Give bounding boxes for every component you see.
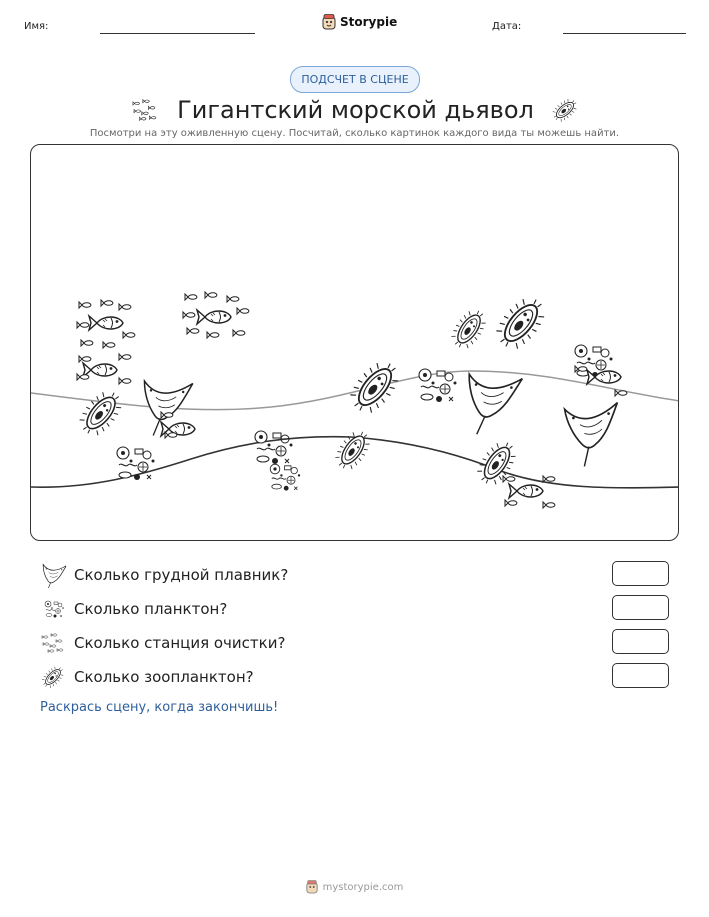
manta-ray-icon: [40, 562, 66, 588]
question-row-manta-ray: [40, 558, 680, 592]
footer: [0, 880, 709, 894]
date-label: Дата:: [492, 21, 522, 32]
cleaning-station-icon: [129, 97, 161, 123]
name-field-line[interactable]: [100, 33, 255, 34]
answer-box-cleaning-station[interactable]: [612, 629, 669, 654]
date-field-line[interactable]: [563, 33, 686, 34]
storypie-mascot-icon: [306, 880, 318, 894]
ocean-scene-illustration: [31, 145, 679, 541]
answer-box-plankton[interactable]: [612, 595, 669, 620]
storypie-mascot-icon: [322, 14, 336, 30]
instructions: Посмотри на эту оживленную сцену. Посчитай, сколько картинок каждого вида ты можешь найти.: [89, 128, 620, 139]
question-text: Сколько грудной плавник?: [74, 566, 289, 584]
zooplankton-icon: [550, 97, 580, 123]
storypie-logo: [322, 12, 397, 32]
question-row-zooplankton: [40, 660, 680, 694]
counting-scene: [30, 144, 679, 541]
question-list: [40, 558, 680, 694]
question-text: Сколько планктон?: [74, 600, 228, 618]
title-row: [0, 92, 709, 128]
water-wave-line: [31, 371, 679, 410]
name-label: Имя:: [24, 21, 49, 32]
zooplankton-icon: [40, 664, 66, 690]
page-title: Гигантский морской дьявол: [177, 96, 534, 124]
answer-box-manta-ray[interactable]: [612, 561, 669, 586]
cleaning-station-group-left: [77, 300, 135, 384]
worksheet-header: [0, 0, 709, 50]
question-row-plankton: [40, 592, 680, 626]
footer-url[interactable]: mystorypie.com: [322, 881, 404, 893]
cleaning-station-icon: [40, 630, 66, 656]
answer-box-zooplankton[interactable]: [612, 663, 669, 688]
question-row-cleaning-station: [40, 626, 680, 660]
coloring-prompt: Раскрась сцену, когда закончишь!: [40, 700, 279, 715]
question-text: Сколько зоопланктон?: [74, 668, 254, 686]
cleaning-station-group-top: [183, 292, 249, 338]
plankton-icon: [40, 596, 66, 622]
brand-name: Storypie: [340, 15, 398, 29]
question-text: Сколько станция очистки?: [74, 634, 286, 652]
activity-badge: ПОДСЧЕТ В СЦЕНЕ: [290, 66, 420, 93]
